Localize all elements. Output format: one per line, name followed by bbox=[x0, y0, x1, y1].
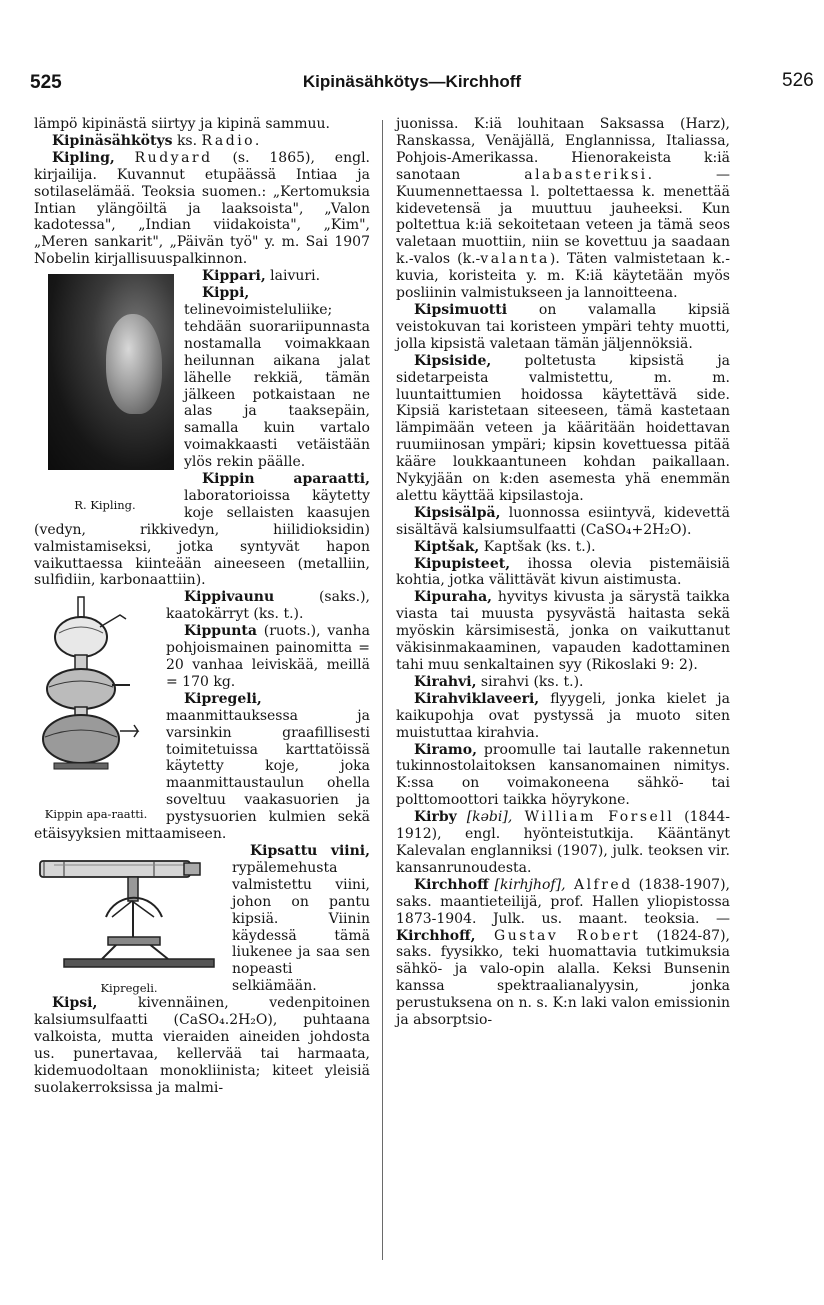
left-column bbox=[34, 116, 370, 1097]
page-title: Kipinäsähkötys—Kirchhoff bbox=[302, 72, 522, 91]
headword: Kippari, bbox=[202, 268, 266, 285]
kipregel-illustration bbox=[34, 847, 224, 977]
entry-kippivaunu: Kippivaunu (saks.), kaatokärryt (ks. t.). bbox=[166, 589, 370, 623]
headword: Kippivaunu bbox=[184, 589, 275, 606]
headword: Kipsiside, bbox=[414, 352, 492, 369]
headword: Kipsimuotti bbox=[414, 301, 508, 318]
entry-kipsi-continuation: juonissa. K:iä louhitaan Saksassa (Harz), Ranskassa, Venäjällä, Englannissa, Italiassa, Pohjois-Amerikassa. Hienorakeista k:iä sanotaan alabasteriksi. — Kuumennettaessa l. poltettaessa k. menettää kidevetensä ja muuttuu jauheeksi. Kun poltettua k:iä sekoitetaan veteen ja tämä seos valetaan muottiin, niin se kovettuu ja saadaan k.-valos (k.-valanta). Täten valmistetaan k.-kuvia, koristeita y. m. K:iä käytetään myös posliinin valmistukseen ja lannoitteena. bbox=[396, 116, 730, 302]
entry-kippin-aparaatti: Kippin aparaatti, laboratorioissa käytetty koje sellaisten kaasujen (vedyn, rikkivedyn, hiilidioksidin) valmistamiseksi, jotka syntyvät hapon vaikuttaessa kiinteään aineeseen (metalliin, sulfidiin, karbonaattiin). bbox=[34, 471, 370, 589]
portrait-face bbox=[106, 314, 162, 414]
headword: Kipinäsähkötys bbox=[52, 132, 173, 149]
entry-kirahviklaveeri: Kirahviklaveeri, flyygeli, jonka kielet ja kaikupohja ovat pystyssä ja muoto siten muistuttaa kirahvia. bbox=[396, 690, 730, 741]
kipling-portrait-figure bbox=[34, 272, 176, 512]
entry-kirahvi: Kirahvi, sirahvi (ks. t.). bbox=[414, 673, 584, 690]
kipp-apparatus-illustration bbox=[34, 591, 158, 791]
headword: Kippi, bbox=[202, 285, 250, 302]
headword: Kipsi, bbox=[52, 995, 98, 1012]
entry-kiramo: Kiramo, proomulle tai lautalle rakennetun tukinnostolaitoksen kansanomainen nimitys. K:ssa on voimakoneena sähkö- tai polttomoottori taikka höyrykone. bbox=[396, 741, 730, 809]
entry-kipsi: Kipsi, kivennäinen, vedenpitoinen kalsiumsulfaatti (CaSO₄.2H₂O), puhtaana valkoista, mutta vieraiden aineiden johdosta us. punertavaa, kellervää tai harmaata, kidemuodoltaan monokliinista; kiteet yleisiä suolakerroksissa ja malmi- bbox=[34, 995, 370, 1096]
headword: Kippin aparaatti, bbox=[202, 471, 370, 488]
entry-kipsiside: Kipsiside, poltetusta kipsistä ja sidetarpeista valmistettu, m. m. luuntaittumien hoidossa käytettävä side. Kipsiä karistetaan siteeseen, tämä kastetaan lämpimään veteen ja kääritään hoidettavan ruumiinosan ympäri; kipsin kovettuessa pitää kääre loukkaantuneen kohdan paikallaan. Nykyjään on k:den asemesta yhä enemmän alettu käyttää kipsilastoja. bbox=[396, 352, 730, 504]
entry-kirby: Kirby [kəbi], William Forsell (1844-1912), engl. hyönteistutkija. Kääntänyt Kalevalan englanniksi (1907), julk. teoksen vir. kansanrunoudesta. bbox=[396, 809, 730, 876]
entry-kipregeli: Kipregeli, maanmittauksessa ja varsinkin graafillisesti toimitetuissa karttatöissä käytetty koje, joka maanmittaustaulun ohella soveltuu vaakasuorien ja pystysuorien kulmien sekä etäisyyksien mittaamiseen. bbox=[34, 690, 370, 843]
headword: Kirchhoff bbox=[414, 876, 489, 893]
kipregel-figure bbox=[34, 847, 224, 995]
headword: Kirahviklaveeri, bbox=[414, 690, 540, 707]
headword: Kippunta bbox=[184, 623, 257, 640]
entry-kippari: Kippari, laivuri. bbox=[202, 268, 321, 285]
page-number-right: 526 bbox=[782, 70, 814, 91]
headword: Kipupisteet, bbox=[414, 555, 511, 572]
entry-kipsimuotti: Kipsimuotti on valamalla kipsiä veistokuvan tai koristeen ympäri tehty muotti, jolla kipsistä valetaan tämän jäljennöksiä. bbox=[396, 301, 730, 352]
headword: Kirby bbox=[414, 809, 457, 826]
entry-kipuraha: Kipuraha, hyvitys kivusta ja särystä taikka viasta tai muusta pysyvästä haitasta sekä myöskin kärsimisestä, jonka on vaikuttanut väkisinmakaaminen, vapauden kadottaminen tahi muu senkaltainen syy (Rikoslaki 9: 2). bbox=[396, 589, 730, 673]
kipp-apparatus-figure bbox=[34, 591, 158, 821]
headword: Kiptšak, bbox=[414, 538, 480, 555]
entry-kippi: Kippi, telinevoimisteluliike; tehdään suorariipunnasta nostamalla voimakkaan heilunnan aikana jalat lähelle rekkiä, tämän jälkeen potkaistaan ne alas ja taaksepäin, samalla kuin vartalo voimakkaasti vetäistään ylös rekin päälle. bbox=[184, 285, 370, 471]
entry-kipling: Kipling, Rudyard (s. 1865), engl. kirjailija. Kuvannut etupäässä Intiaa ja sotilaselämää. Teoksia suomen.: „Kertomuksia Intian ylängöiltä ja laaksoista", „Valon kadotessa", „Indian viidakoista", „Kim", „Meren sankarit", „Päivän työ" y. m. Sai 1907 Nobelin kirjallisuuspalkinnon. bbox=[34, 149, 370, 268]
entry-kipupisteet: Kipupisteet, ihossa olevia pistemäisiä kohtia, jotka välittävät kivun aistimusta. bbox=[396, 555, 730, 589]
entry-continuation: lämpö kipinästä siirtyy ja kipinä sammuu. bbox=[34, 116, 330, 132]
page-number-left: 525 bbox=[30, 72, 62, 93]
headword: Kipling, bbox=[52, 149, 115, 166]
headword: Kiramo, bbox=[414, 741, 477, 758]
entry-kirchhoff: Kirchhoff [kirhjhof], Alfred (1838-1907), saks. maantieteilijä, prof. Hallen yliopistossa 1873-1904. Julk. us. maant. teoksia. — Kirchhoff, Gustav Robert (1824-87), saks. fyysikko, teki huomattavia tutkimuksia sähkö- ja valo-opin alalla. Keksi Bunsenin kanssa spektraalianalyysin, jonka perustuksena on n. s. K:n laki valon emissionin ja absorptsio- bbox=[396, 876, 731, 1029]
entry-kiptsak: Kiptšak, Kaptšak (ks. t.). bbox=[414, 538, 596, 555]
headword: Kipsattu viini, bbox=[250, 842, 370, 859]
entry-kipsattu-viini: Kipsattu viini, rypälemehusta valmistettu viini, johon on pantu kipsiä. Viinin käydessä tämä liukenee ja saa sen nopeasti selkiämään. bbox=[232, 842, 370, 995]
right-column bbox=[396, 116, 730, 1029]
headword: Kipregeli, bbox=[184, 690, 262, 707]
headword: Kirahvi, bbox=[414, 673, 477, 690]
entry-kipsisalpa: Kipsisälpä, luonnossa esiintyvä, kidevettä sisältävä kalsiumsulfaatti (CaSO₄+2H₂O). bbox=[396, 504, 730, 538]
column-divider bbox=[382, 120, 383, 1260]
headword: Kirchhoff, bbox=[396, 927, 476, 944]
figure-caption: R. Kipling. bbox=[74, 498, 136, 513]
figure-caption: Kippin apa-raatti. bbox=[44, 807, 148, 822]
portrait-photo bbox=[48, 274, 174, 470]
page-header bbox=[0, 66, 824, 102]
headword: Kipsisälpä, bbox=[414, 504, 501, 521]
figure-caption: Kipregeli. bbox=[100, 980, 158, 995]
entry-kipinasahkotys: Kipinäsähkötys ks. Radio. bbox=[52, 132, 262, 149]
entry-kippunta: Kippunta (ruots.), vanha pohjoismainen painomitta = 20 vanhaa leiviskää, meillä = 170 kg. bbox=[166, 623, 370, 690]
headword: Kipuraha, bbox=[414, 589, 493, 606]
